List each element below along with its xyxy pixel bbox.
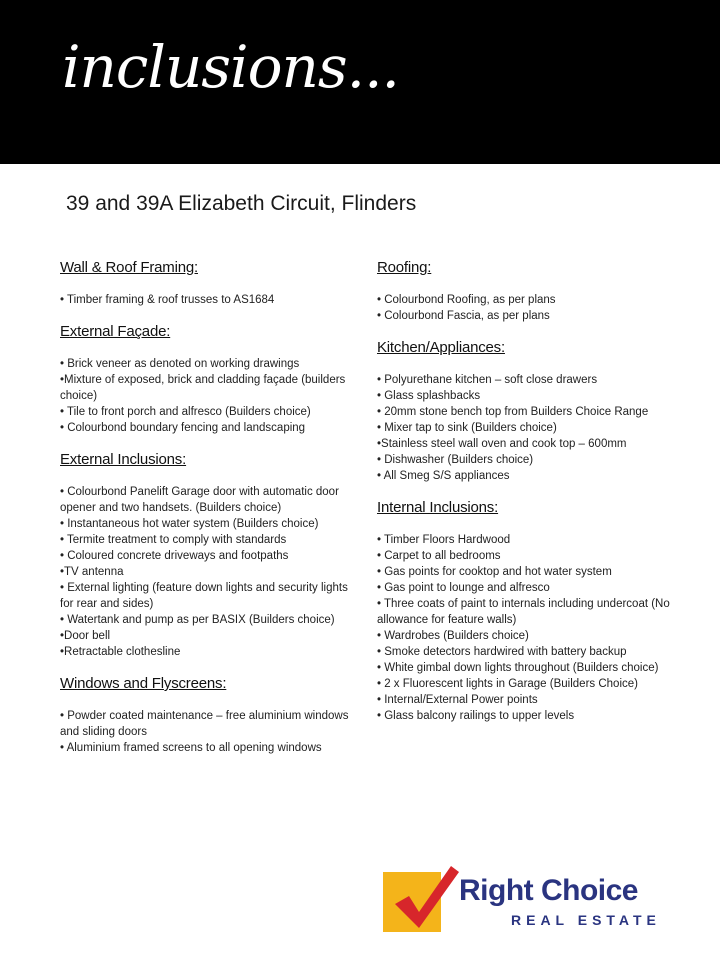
list-item: • Brick veneer as denoted on working drawings (60, 358, 300, 370)
right-column (377, 258, 677, 738)
list-item: • Carpet to all bedrooms (377, 550, 501, 562)
list-item: • Aluminium framed screens to all opening windows (60, 742, 322, 754)
right-choice-logo (383, 862, 673, 936)
logo-subtitle: REAL ESTATE (511, 912, 661, 928)
list-item: • External lighting (feature down lights and security lights for rear and sides) (60, 582, 348, 610)
list-item: • Glass splashbacks (377, 390, 481, 402)
list-item: • Timber framing & roof trusses to AS1684 (60, 294, 275, 306)
inclusion-section (60, 322, 360, 436)
inclusion-list (60, 484, 360, 660)
list-item: • Timber Floors Hardwood (377, 534, 511, 546)
logo-brand-name: Right Choice (459, 874, 638, 907)
list-item: • Polyurethane kitchen – soft close drawers (377, 374, 598, 386)
list-item: • Colourbond boundary fencing and landscaping (60, 422, 306, 434)
list-item: •Stainless steel wall oven and cook top – 600mm (377, 438, 627, 450)
list-item: • Termite treatment to comply with standards (60, 534, 287, 546)
list-item: • Watertank and pump as per BASIX (Builders choice) (60, 614, 335, 626)
header-banner (0, 0, 720, 164)
list-item: • Smoke detectors hardwired with battery backup (377, 646, 627, 658)
list-item: • White gimbal down lights throughout (Builders choice) (377, 662, 659, 674)
page-title: inclusions... (62, 33, 399, 101)
list-item: •Door bell (60, 630, 111, 642)
list-item: •Retractable clothesline (60, 646, 181, 658)
inclusion-list (377, 532, 677, 724)
section-heading: Internal Inclusions: (377, 499, 499, 516)
list-item: • Coloured concrete driveways and footpaths (60, 550, 289, 562)
list-item: • Powder coated maintenance – free aluminium windows and sliding doors (60, 710, 349, 738)
section-heading: Roofing: (377, 259, 432, 276)
list-item: •TV antenna (60, 566, 124, 578)
inclusion-section (377, 338, 677, 484)
property-address: 39 and 39A Elizabeth Circuit, Flinders (66, 192, 417, 215)
list-item: • Gas point to lounge and alfresco (377, 582, 550, 594)
list-item: • Colourbond Fascia, as per plans (377, 310, 550, 322)
list-item: • Mixer tap to sink (Builders choice) (377, 422, 557, 434)
list-item: • Wardrobes (Builders choice) (377, 630, 529, 642)
list-item: • Gas points for cooktop and hot water system (377, 566, 612, 578)
inclusion-list (60, 356, 360, 436)
inclusion-list (377, 372, 677, 484)
section-heading: External Inclusions: (60, 451, 187, 468)
list-item: • Tile to front porch and alfresco (Builders choice) (60, 406, 311, 418)
inclusion-section (60, 674, 360, 756)
inclusion-list (60, 292, 360, 308)
inclusion-list (60, 708, 360, 756)
list-item: • Instantaneous hot water system (Builders choice) (60, 518, 319, 530)
list-item: • 20mm stone bench top from Builders Choice Range (377, 406, 649, 418)
inclusion-section (60, 450, 360, 660)
section-heading: Wall & Roof Framing: (60, 259, 198, 276)
list-item: • Dishwasher (Builders choice) (377, 454, 534, 466)
section-heading: External Façade: (60, 323, 171, 340)
checkmark-icon (389, 862, 461, 932)
list-item: • 2 x Fluorescent lights in Garage (Builders Choice) (377, 678, 638, 690)
inclusion-section (60, 258, 360, 308)
list-item: • All Smeg S/S appliances (377, 470, 510, 482)
list-item: • Internal/External Power points (377, 694, 538, 706)
inclusion-section (377, 258, 677, 324)
list-item: • Glass balcony railings to upper levels (377, 710, 575, 722)
section-heading: Kitchen/Appliances: (377, 339, 505, 356)
list-item: • Colourbond Roofing, as per plans (377, 294, 556, 306)
section-heading: Windows and Flyscreens: (60, 675, 227, 692)
list-item: • Colourbond Panelift Garage door with automatic door opener and two handsets. (Builders choice) (60, 486, 339, 514)
list-item: • Three coats of paint to internals including undercoat (No allowance for feature walls) (377, 598, 670, 626)
inclusion-list (377, 292, 677, 324)
left-column (60, 258, 360, 770)
inclusion-section (377, 498, 677, 724)
list-item: •Mixture of exposed, brick and cladding façade (builders choice) (60, 374, 346, 402)
